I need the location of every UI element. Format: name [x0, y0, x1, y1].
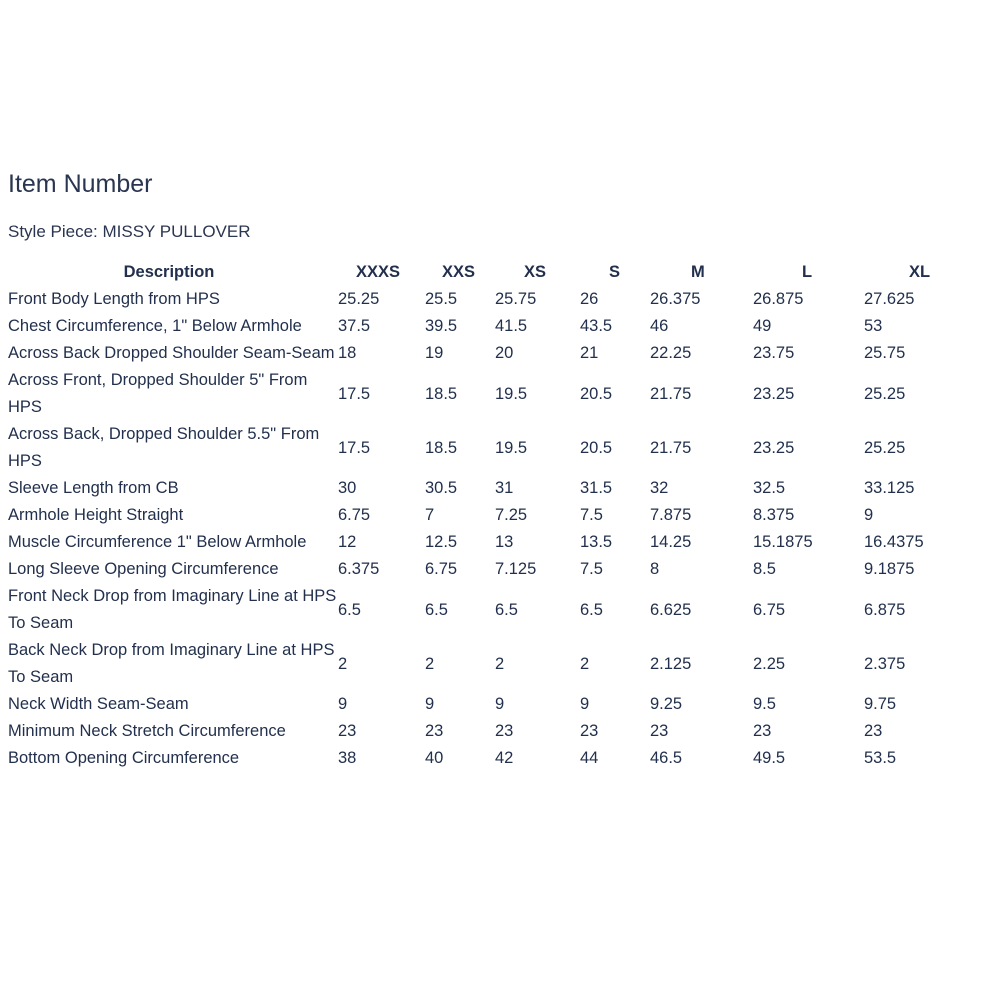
size-value-cell: 7.125: [495, 560, 537, 578]
size-value-cell: 25.25: [864, 384, 906, 403]
size-value-cell: 2.375: [864, 654, 906, 673]
size-value-cell: 7.5: [580, 560, 603, 578]
row-description: Across Back Dropped Shoulder Seam-Seam: [8, 344, 335, 362]
size-value-cell: 26.875: [753, 290, 804, 308]
size-value-cell: 53: [864, 317, 883, 335]
size-value-cell: 16.4375: [864, 533, 924, 551]
size-value-cell: 9: [864, 506, 874, 524]
size-value-cell: 18.5: [425, 438, 458, 457]
size-value-cell: 2.125: [650, 654, 692, 673]
size-value-cell: 6.5: [425, 600, 448, 619]
size-value-cell: 6.75: [338, 506, 371, 524]
size-value-cell: 20.5: [580, 438, 613, 457]
size-value-cell: 38: [338, 749, 357, 767]
table-row: [0, 475, 984, 502]
size-value-cell: 21: [580, 344, 599, 362]
size-value-cell: 8.375: [753, 506, 795, 524]
table-row: [0, 691, 984, 718]
table-row: [0, 286, 984, 313]
row-description: Across Back, Dropped Shoulder 5.5" From HPS: [8, 425, 320, 470]
size-value-cell: 9: [425, 695, 435, 713]
header-xs: XS: [524, 263, 547, 281]
size-value-cell: 2: [580, 654, 590, 673]
size-value-cell: 9.25: [650, 695, 683, 713]
size-value-cell: 23: [338, 722, 357, 740]
size-value-cell: 46: [650, 317, 669, 335]
row-description: Armhole Height Straight: [8, 506, 184, 524]
table-row: [0, 556, 984, 583]
size-value-cell: 23: [580, 722, 599, 740]
size-value-cell: 33.125: [864, 479, 915, 497]
row-description: Across Front, Dropped Shoulder 5" From HPS: [8, 371, 308, 416]
size-value-cell: 49: [753, 317, 772, 335]
size-value-cell: 9: [495, 695, 505, 713]
table-row: [0, 745, 984, 772]
size-value-cell: 18.5: [425, 384, 458, 403]
row-description: Neck Width Seam-Seam: [8, 695, 189, 713]
size-value-cell: 40: [425, 749, 444, 767]
size-value-cell: 14.25: [650, 533, 692, 551]
row-description: Bottom Opening Circumference: [8, 749, 240, 767]
size-value-cell: 42: [495, 749, 514, 767]
size-value-cell: 6.75: [425, 560, 458, 578]
row-description: Chest Circumference, 1" Below Armhole: [8, 317, 302, 335]
header-s: S: [609, 263, 621, 281]
table-row: [0, 367, 984, 421]
size-value-cell: 6.75: [753, 600, 786, 619]
size-value-cell: 6.625: [650, 600, 692, 619]
table-row: [0, 340, 984, 367]
table-row: [0, 313, 984, 340]
size-value-cell: 6.5: [338, 600, 361, 619]
table-row: [0, 583, 984, 637]
style-piece-label: Style Piece: MISSY PULLOVER: [8, 222, 251, 241]
size-value-cell: 8: [650, 560, 660, 578]
size-value-cell: 9.5: [753, 695, 776, 713]
size-value-cell: 20.5: [580, 384, 613, 403]
size-value-cell: 23: [425, 722, 444, 740]
size-value-cell: 21.75: [650, 384, 692, 403]
size-value-cell: 18: [338, 344, 357, 362]
size-value-cell: 25.25: [338, 290, 380, 308]
size-value-cell: 23: [495, 722, 514, 740]
size-value-cell: 46.5: [650, 749, 683, 767]
size-value-cell: 31: [495, 479, 514, 497]
header-xxxs: XXXS: [356, 263, 401, 281]
size-value-cell: 25.75: [495, 290, 537, 308]
size-value-cell: 44: [580, 749, 599, 767]
size-value-cell: 7.25: [495, 506, 528, 524]
size-value-cell: 32: [650, 479, 669, 497]
size-value-cell: 12.5: [425, 533, 458, 551]
size-value-cell: 23.75: [753, 344, 795, 362]
size-value-cell: 25.5: [425, 290, 458, 308]
size-value-cell: 49.5: [753, 749, 786, 767]
size-value-cell: 53.5: [864, 749, 897, 767]
size-value-cell: 39.5: [425, 317, 458, 335]
size-value-cell: 41.5: [495, 317, 528, 335]
size-value-cell: 19.5: [495, 438, 528, 457]
row-description: Front Body Length from HPS: [8, 290, 220, 308]
size-value-cell: 32.5: [753, 479, 786, 497]
size-value-cell: 9.1875: [864, 560, 915, 578]
size-value-cell: 7.5: [580, 506, 603, 524]
size-value-cell: 9.75: [864, 695, 897, 713]
header-m: M: [691, 263, 705, 281]
row-description: Long Sleeve Opening Circumference: [8, 560, 279, 578]
size-value-cell: 23.25: [753, 384, 795, 403]
header-l: L: [802, 263, 813, 281]
size-value-cell: 37.5: [338, 317, 371, 335]
size-value-cell: 26.375: [650, 290, 701, 308]
size-value-cell: 31.5: [580, 479, 613, 497]
size-value-cell: 6.5: [580, 600, 603, 619]
size-value-cell: 19: [425, 344, 444, 362]
size-value-cell: 6.5: [495, 600, 518, 619]
size-value-cell: 20: [495, 344, 514, 362]
size-value-cell: 23: [864, 722, 883, 740]
size-value-cell: 7.875: [650, 506, 692, 524]
size-value-cell: 21.75: [650, 438, 692, 457]
row-description: Sleeve Length from CB: [8, 479, 179, 497]
size-value-cell: 43.5: [580, 317, 613, 335]
size-value-cell: 2: [425, 654, 435, 673]
table-row: [0, 529, 984, 556]
row-description: Muscle Circumference 1" Below Armhole: [8, 533, 307, 551]
size-value-cell: 17.5: [338, 384, 371, 403]
size-value-cell: 9: [338, 695, 348, 713]
size-value-cell: 30: [338, 479, 357, 497]
size-value-cell: 23.25: [753, 438, 795, 457]
size-value-cell: 9: [580, 695, 590, 713]
header-xxs: XXS: [442, 263, 476, 281]
table-row: [0, 421, 984, 475]
header-description: Description: [123, 263, 215, 281]
size-value-cell: 7: [425, 506, 435, 524]
page-title: Item Number: [8, 170, 153, 198]
size-value-cell: 6.375: [338, 560, 380, 578]
size-value-cell: 13.5: [580, 533, 613, 551]
size-value-cell: 23: [753, 722, 772, 740]
size-value-cell: 2.25: [753, 654, 786, 673]
table-row: [0, 637, 984, 691]
size-value-cell: 12: [338, 533, 357, 551]
table-row: [0, 502, 984, 529]
size-value-cell: 30.5: [425, 479, 458, 497]
row-description: Back Neck Drop from Imaginary Line at HPS To Seam: [8, 641, 335, 686]
row-description: Front Neck Drop from Imaginary Line at HPS To Seam: [8, 587, 337, 632]
size-spec-table: [0, 259, 984, 772]
size-value-cell: 26: [580, 290, 599, 308]
size-value-cell: 27.625: [864, 290, 915, 308]
size-value-cell: 6.875: [864, 600, 906, 619]
size-value-cell: 25.75: [864, 344, 906, 362]
size-value-cell: 25.25: [864, 438, 906, 457]
size-value-cell: 17.5: [338, 438, 371, 457]
row-description: Minimum Neck Stretch Circumference: [8, 722, 286, 740]
size-value-cell: 8.5: [753, 560, 776, 578]
header-xl: XL: [909, 263, 931, 281]
table-header-row: [0, 259, 984, 286]
size-value-cell: 22.25: [650, 344, 692, 362]
size-value-cell: 2: [338, 654, 348, 673]
size-value-cell: 19.5: [495, 384, 528, 403]
size-value-cell: 13: [495, 533, 514, 551]
table-row: [0, 718, 984, 745]
size-value-cell: 23: [650, 722, 669, 740]
size-value-cell: 15.1875: [753, 533, 813, 551]
size-value-cell: 2: [495, 654, 505, 673]
